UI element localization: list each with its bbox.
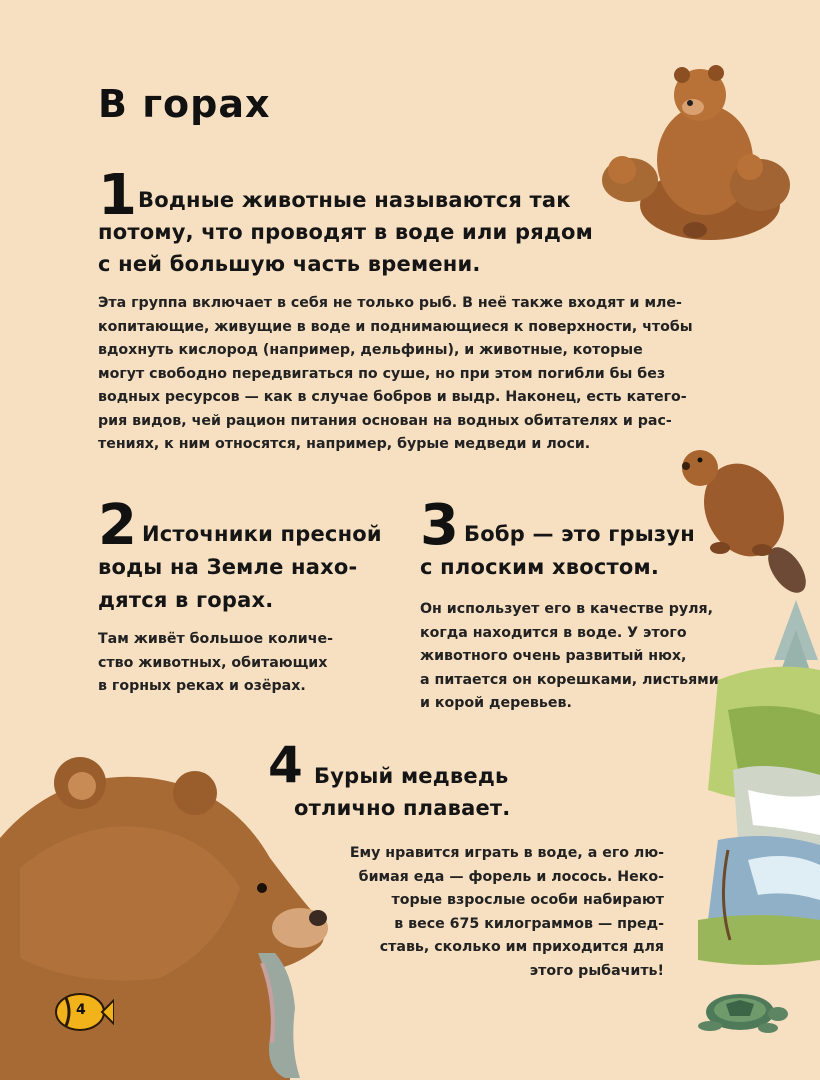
section-1-number: 1 (98, 163, 137, 228)
body-line: животного очень развитый нюх, (420, 648, 687, 664)
body-line: в весе 675 килограммов — пред- (394, 915, 664, 932)
section-4-body (300, 842, 664, 983)
section-2-body (98, 628, 388, 699)
body-line: в горных реках и озёрах. (98, 678, 306, 694)
section-1-heading-line-3: с ней большую часть времени. (98, 252, 481, 276)
body-line: бимая еда — форель и лосось. Неко- (358, 868, 664, 885)
page-title: В горах (98, 82, 271, 126)
section-2-heading-line-1: Источники пресной (142, 522, 382, 546)
body-line: рия видов, чей рацион питания основан на водных обитателях и рас- (98, 412, 672, 429)
section-2-heading-line-3: дятся в горах. (98, 588, 274, 612)
bear-family-illustration (600, 55, 800, 245)
body-line: копитающие, живущие в воде и поднимающиеся к поверхности, чтобы (98, 318, 693, 335)
section-3-number: 3 (420, 493, 459, 558)
body-line: водных ресурсов — как в случае бобров и выдр. Наконец, есть катего- (98, 389, 687, 405)
body-line: и корой деревьев. (420, 695, 572, 711)
section-1-heading-line-1: Водные животные называются так (138, 188, 571, 212)
section-3-heading-line-2: с плоским хвостом. (420, 555, 660, 579)
section-2-heading-line-2: воды на Земле нахо- (98, 555, 358, 579)
turtle-illustration (690, 980, 790, 1040)
page-number: 4 (76, 1002, 86, 1018)
body-line: а питается он корешками, листьями (420, 671, 719, 688)
body-line: тениях, к ним относятся, например, бурые медведи и лоси. (98, 436, 591, 452)
section-4-number: 4 (268, 736, 303, 794)
section-4-heading-line-1: Бурый медведь (314, 764, 509, 788)
section-4-heading-line-2: отлично плавает. (294, 796, 511, 820)
body-line: вдохнуть кислород (например, дельфины), и животные, которые (98, 342, 643, 358)
section-1-heading-line-2: потому, что проводят в воде или рядом (98, 220, 594, 244)
river-landscape-illustration (678, 600, 820, 1020)
body-line: когда находится в воде. У этого (420, 624, 687, 641)
section-1-body (98, 292, 738, 457)
body-line: могут свободно передвигаться по суше, но при этом погибли бы без (98, 365, 666, 382)
body-line: торые взрослые особи набирают (391, 892, 664, 908)
body-line: этого рыбачить! (529, 962, 664, 979)
page-number-badge (52, 990, 114, 1034)
body-line: ставь, сколько им приходится для (379, 939, 664, 955)
body-line: ство животных, обитающих (98, 654, 328, 671)
section-3-heading-line-1: Бобр — это грызун (464, 522, 695, 546)
bear-with-fish-illustration (0, 748, 340, 1080)
section-2-number: 2 (98, 493, 137, 558)
body-line: Ему нравится играть в воде, а его лю- (349, 845, 664, 861)
body-line: Там живёт большое количе- (98, 631, 333, 647)
body-line: Он использует его в качестве руля, (420, 601, 714, 617)
body-line: Эта группа включает в себя не только рыб. В неё также входят и мле- (98, 295, 682, 311)
